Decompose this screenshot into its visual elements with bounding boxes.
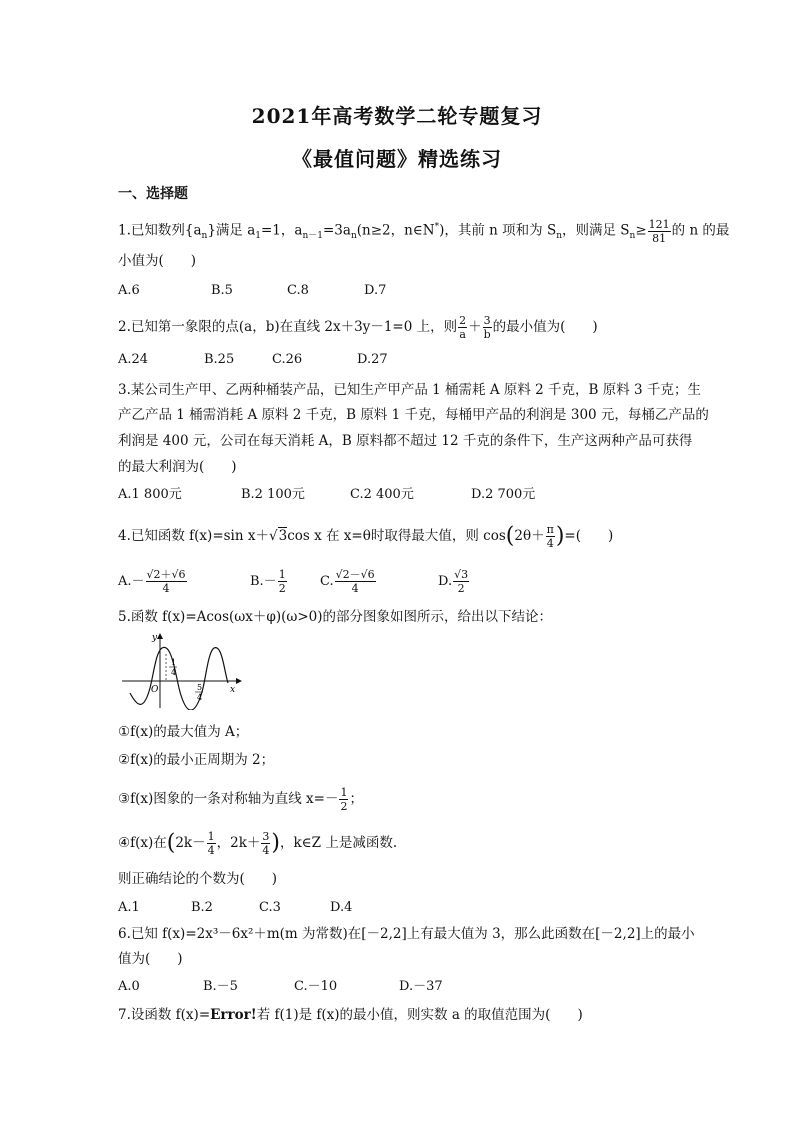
q5-option-a: A.1 (118, 900, 140, 915)
q6-option-b: B.－5 (203, 979, 238, 994)
fraction: $\frac{\pi}{4}$ (546, 523, 554, 550)
conclusion-3: ③f(x)图象的一条对称轴为直线 x=－ $\frac{1}{2}$ ； (118, 786, 363, 813)
q4-option-d: D. $\frac{√3}{2}$ (438, 568, 469, 595)
cosine-curve (130, 647, 228, 710)
fraction: $\frac{2}{a}$ (459, 314, 467, 341)
error-marker: Error! (210, 1007, 257, 1023)
q4-option-c: C. $\frac{√2-√6}{4}$ (320, 568, 375, 595)
x-axis-arrow (236, 678, 242, 684)
y-axis-arrow (157, 633, 163, 639)
conclusion-4: ④f(x)在(2k－ $\frac{1}{4}$ ，2k＋ $\frac{3}{4}$ )，k∈Z 上是减函数. (118, 830, 398, 857)
question-6-line-2: 值为( ) (118, 951, 183, 967)
question-1-line-1: 1.已知数列$\{a_n\}$满足 $a_1=1$，$a_{n-1}=3a_n(n\ge 2$，n∈N*)，其前 n 项和为 $S_n$，则满足 $S_n\ge$ $\frac{121}{81}$ 的 n 的最 (118, 217, 730, 245)
q3-option-d: D.2 700元 (471, 487, 536, 502)
question-2-line-1: 2.已知第一象限的点(a，b)在直线 2x＋3y－1=0 上，则 $\frac{2}{a}$ ＋ $\frac{3}{b}$ 的最小值为( ) (118, 314, 598, 341)
q4-option-a: A.－ $\frac{√2+√6}{4}$ (118, 568, 186, 595)
q5-option-b: B.2 (191, 900, 213, 915)
q6-option-d: D.－37 (399, 979, 443, 994)
q2-option-a: A.24 (118, 352, 149, 367)
q1-option-a: A.6 (118, 283, 140, 298)
question-3-line-1: 3.某公司生产甲、乙两种桶装产品，已知生产甲产品 1 桶需耗 A 原料 2 千克，B 原料 3 千克；生 (118, 382, 701, 398)
page-subtitle: 《最值问题》精选练习 (292, 147, 502, 171)
q1-option-c: C.8 (287, 283, 309, 298)
tick-label-quarter-num: 1 (171, 658, 177, 667)
fraction: $\frac{3}{b}$ (483, 314, 491, 341)
page-title: 2021年高考数学二轮专题复习 (251, 104, 543, 128)
tick-label-five-quarters-num: 5 (197, 683, 203, 692)
q2-option-b: B.25 (204, 352, 235, 367)
question-4-line-1: 4.已知函数 f(x)=sin x＋√3cos x 在 x=θ时取得最大值，则 cos(2θ＋ $\frac{\pi}{4}$ )=( ) (118, 523, 614, 550)
x-axis-label: x (230, 685, 236, 695)
q1-option-d: D.7 (364, 283, 387, 298)
q4-option-b: B.－ $\frac{1}{2}$ (250, 568, 286, 595)
fraction: $\frac{121}{81}$ (648, 217, 670, 245)
section-heading: 一、选择题 (118, 186, 188, 202)
sqrt-symbol: √ (268, 528, 278, 544)
q1-option-b: B.5 (211, 283, 233, 298)
question-5-stem: 5.函数 f(x)=Acos(ωx＋φ)(ω>0)的部分图象如图所示，给出以下结论： (118, 609, 553, 625)
question-5-ask: 则正确结论的个数为( ) (118, 871, 278, 887)
q3-option-a: A.1 800元 (118, 487, 182, 502)
q3-option-b: B.2 100元 (241, 487, 305, 502)
q5-option-d: D.4 (330, 900, 353, 915)
q5-option-c: C.3 (259, 900, 281, 915)
q6-option-c: C.－10 (294, 979, 338, 994)
conclusion-1: ①f(x)的最大值为 A； (118, 724, 249, 740)
q6-option-a: A.0 (118, 979, 140, 994)
y-axis-label: y (152, 633, 158, 643)
question-6-line-1: 6.已知 f(x)=2x³－6x²＋m(m 为常数)在[－2,2]上有最大值为 3，那么此函数在[－2,2]上的最小 (118, 926, 695, 942)
question-3-line-4: 的最大利润为( ) (118, 459, 237, 475)
conclusion-2: ②f(x)的最小正周期为 2； (118, 752, 275, 768)
question-7-line-1: 7.设函数 f(x)=Error!若 f(1)是 f(x)的最小值，则实数 a 的取值范围为( ) (118, 1007, 583, 1023)
question-3-line-3: 利润是 400 元，公司在每天消耗 A，B 原料都不超过 12 千克的条件下，生产这两种产品可获得 (118, 433, 693, 449)
question-1-line-2: 小值为( ) (118, 253, 197, 269)
q3-option-c: C.2 400元 (350, 487, 414, 502)
cosine-graph-figure (118, 628, 248, 710)
tick-label-five-quarters-den: 4 (197, 693, 203, 702)
origin-label: O (151, 685, 159, 695)
q2-option-c: C.26 (272, 352, 303, 367)
q2-option-d: D.27 (357, 352, 388, 367)
tick-label-quarter-den: 4 (171, 668, 177, 677)
question-3-line-2: 产乙产品 1 桶需消耗 A 原料 2 千克，B 原料 1 千克，每桶甲产品的利润是 300 元，每桶乙产品的 (118, 407, 709, 423)
